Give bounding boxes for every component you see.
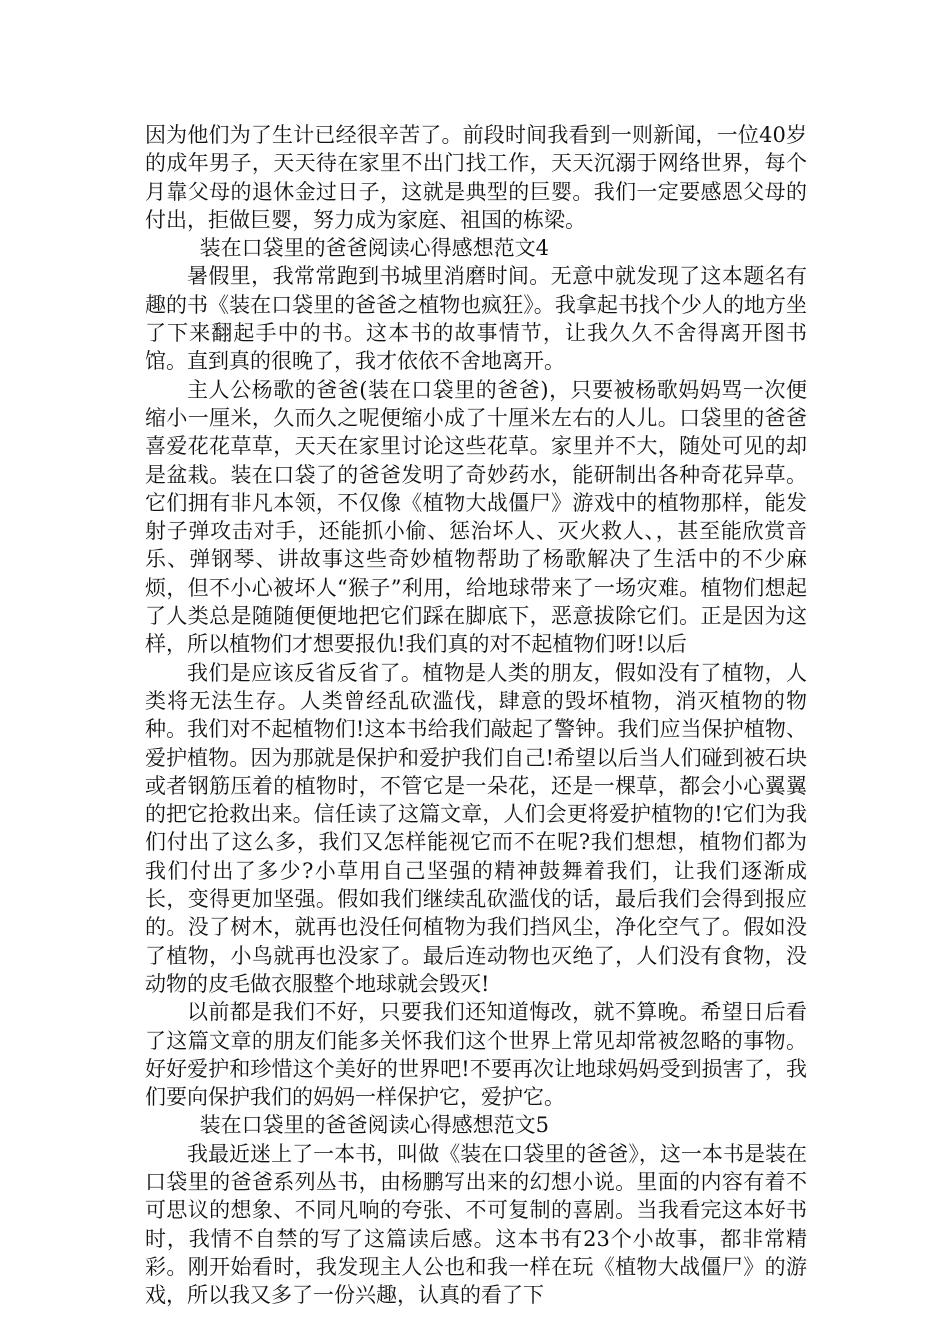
paragraph: 以前都是我们不好，只要我们还知道悔改，就不算晚。希望日后看了这篇文章的朋友们能多关怀我们这个世界上常见却常被忽略的事物。好好爱护和珍惜这个美好的世界吧!不要再次让地球妈妈受到损害了，我们要向保护我们的妈妈一样保护它，爱护它。 xyxy=(145,1000,807,1110)
document-page xyxy=(145,121,807,1309)
paragraph: 我最近迷上了一本书，叫做《装在口袋里的爸爸》，这一本书是装在口袋里的爸爸系列丛书，由杨鹏写出来的幻想小说。里面的内容有着不可思议的想象、不同凡响的夸张、不可复制的喜剧。当我看完这本好书时，我情不自禁的写了这篇读后感。这本书有23个小故事，都非常精彩。刚开始看时，我发现主人公也和我一样在玩《植物大战僵尸》的游戏，所以我又多了一份兴趣，认真的看了下 xyxy=(145,1141,807,1308)
paragraph: 我们是应该反省反省了。植物是人类的朋友，假如没有了植物，人类将无法生存。人类曾经乱砍滥伐，肆意的毁坏植物，消灭植物的物种。我们对不起植物们!这本书给我们敲起了警钟。我们应当保护植物、爱护植物。因为那就是保护和爱护我们自己!希望以后当人们碰到被石块或者钢筋压着的植物时，不管它是一朵花，还是一棵草，都会小心翼翼的把它抢救出来。信任读了这篇文章，人们会更将爱护植物的!它们为我们付出了这么多，我们又怎样能视它而不在呢?我们想想，植物们都为我们付出了多少?小草用自己坚强的精神鼓舞着我们，让我们逐渐成长，变得更加坚强。假如我们继续乱砍滥伐的话，最后我们会得到报应的。没了树木，就再也没任何植物为我们挡风尘，净化空气了。假如没了植物，小鸟就再也没家了。最后连动物也灭绝了，人们没有食物，没动物的皮毛做衣服整个地球就会毁灭! xyxy=(145,660,807,996)
section-heading-4: 装在口袋里的爸爸阅读心得感想范文4 xyxy=(199,236,549,261)
paragraph-continuation: 因为他们为了生计已经很辛苦了。前段时间我看到一则新闻，一位40岁的成年男子，天天待在家里不出门找工作，天天沉溺于网络世界，每个月靠父母的退休金过日子，这就是典型的巨婴。我们一定要感恩父母的付出，拒做巨婴，努力成为家庭、祖国的栋梁。 xyxy=(145,123,807,232)
paragraph: 主人公杨歌的爸爸(装在口袋里的爸爸)，只要被杨歌妈妈骂一次便缩小一厘米，久而久之呢便缩小成了十厘米左右的人儿。口袋里的爸爸喜爱花花草草，天天在家里讨论这些花草。家里并不大，随处可见的却是盆栽。装在口袋了的爸爸发明了奇妙药水，能研制出各种奇花异草。它们拥有非凡本领，不仅像《植物大战僵尸》游戏中的植物那样，能发射子弹攻击对手，还能抓小偷、惩治坏人、灭火救人、，甚至能欣赏音乐、弹钢琴、讲故事这些奇妙植物帮助了杨歌解决了生活中的不少麻烦，但不小心被坏人“猴子”利用，给地球带来了一场灾难。植物们想起了人类总是随随便便地把它们踩在脚底下，恶意拔除它们。正是因为这样，所以植物们才想要报仇!我们真的对不起植物们呀!以后 xyxy=(145,377,807,657)
paragraph: 暑假里，我常常跑到书城里消磨时间。无意中就发现了这本题名有趣的书《装在口袋里的爸爸之植物也疯狂》。我拿起书找个少人的地方坐了下来翻起手中的书。这本书的故事情节，让我久久不舍得离开图书馆。直到真的很晚了，我才依依不舍地离开。 xyxy=(145,264,807,374)
section-heading-5: 装在口袋里的爸爸阅读心得感想范文5 xyxy=(199,1113,549,1138)
